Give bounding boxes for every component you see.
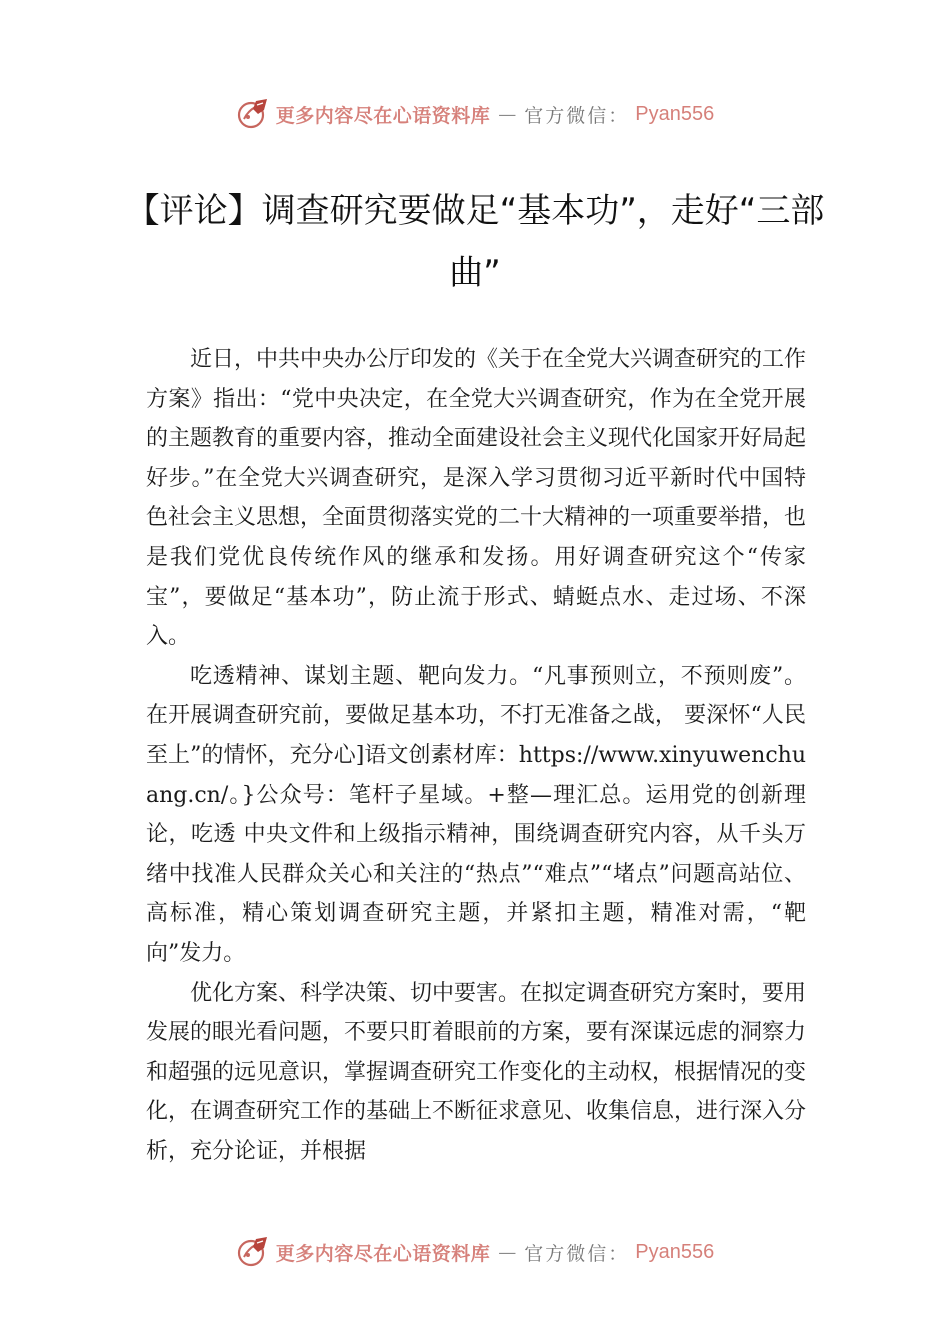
pen-nib-logo-icon	[236, 97, 270, 131]
header-banner	[0, 94, 950, 134]
wechat-id: Pyan556	[635, 1240, 715, 1263]
article-body	[146, 340, 806, 1171]
brand-text: 更多内容尽在心语资料库	[275, 104, 491, 127]
wechat-label: 官方微信：	[524, 1242, 630, 1265]
footer-banner	[0, 1232, 950, 1272]
brand-text: 更多内容尽在心语资料库	[275, 1242, 491, 1265]
banner-separator: —	[498, 103, 517, 125]
paragraph-1: 近日，中共中央办公厅印发的《关于在全党大兴调查研究的工作方案》指出：“党中央决定，在全党大兴调查研究，作为在全党开展的主题教育的重要内容，推动全面建设社会主义现代化国家开好局起好步。”在全党大兴调查研究，是深入学习贯彻习近平新时代中国特色社会主义思想，全面贯彻落实党的二十大精神的一项重要举措，也是我们党优良传统作风的继承和发扬。用好调查研究这个“传家宝”，要做足“基本功”，防止流于形式、蜻蜓点水、走过场、不深入。	[146, 347, 807, 650]
wechat-label: 官方微信：	[524, 104, 630, 127]
wechat-id: Pyan556	[635, 102, 715, 125]
paragraph-3: 优化方案、科学决策、切中要害。在拟定调查研究方案时，要用发展的眼光看问题，不要只盯着眼前的方案，要有深谋远虑的洞察力和超强的远见意识，掌握调查研究工作变化的主动权，根据情况的变化，在调查研究工作的基础上不断征求意见、收集信息，进行深入分析，充分论证，并根据	[146, 980, 807, 1164]
article-title: 【评论】调查研究要做足“基本功”，走好“三部曲”	[125, 191, 825, 293]
pen-nib-logo-icon	[236, 1235, 270, 1269]
paragraph-2: 吃透精神、谋划主题、靶向发力。“凡事预则立，不预则废”。在开展调查研究前，要做足基本功，不打无准备之战， 要深怀“人民至上”的情怀，充分心]语文创素材库：https://www.xinyuwenchuang.cn/。}公众号：笔杆子星域。+整—理汇总。运用党的创新理论，吃透 中央文件和上级指示精神，围绕调查研究内容，从千头万绪中找准人民群众关心和关注的“热点”“难点”“堵点”问题高站位、高标准，精心策划调查研究主题，并紧扣主题，精准对需，“靶向”发力。	[146, 663, 806, 966]
banner-separator: —	[498, 1241, 517, 1263]
